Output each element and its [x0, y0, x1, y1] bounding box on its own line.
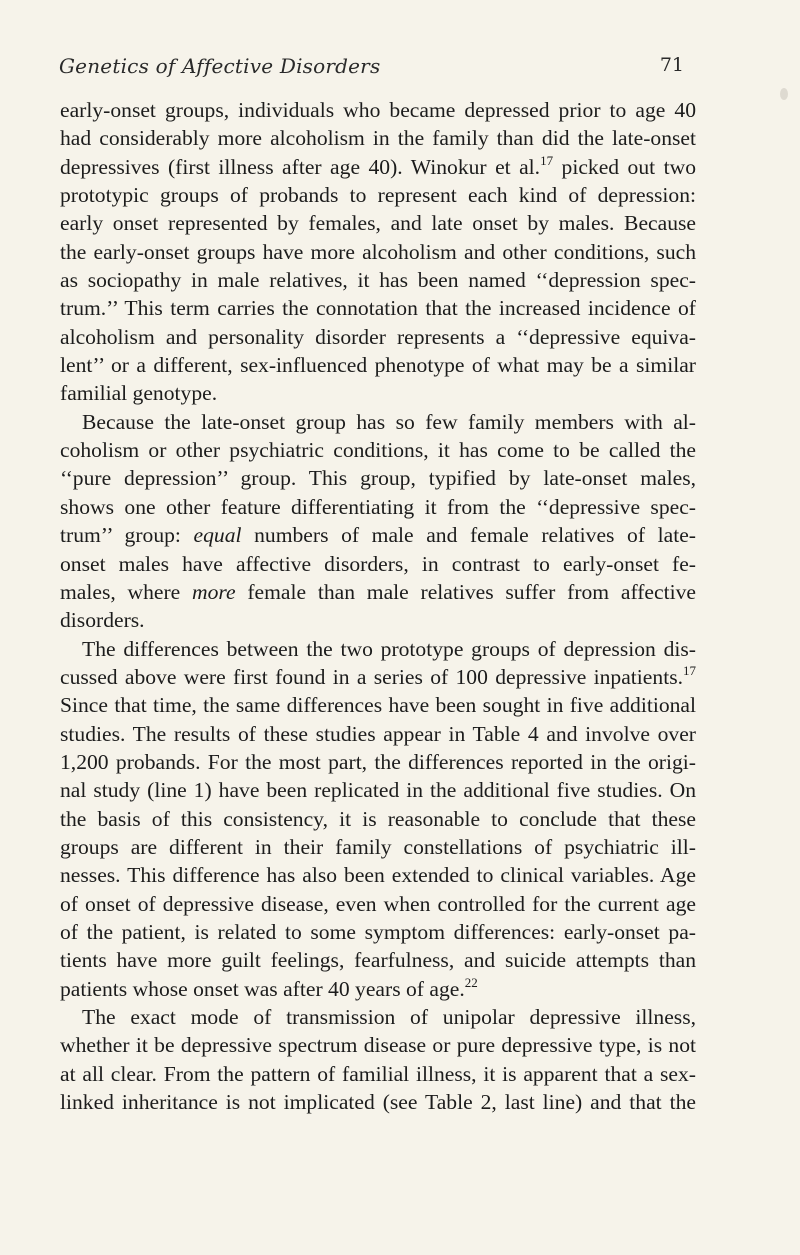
- text-line: tients have more guilt feelings, fearfulness, and suicide attempts than: [60, 948, 696, 973]
- paragraph-3: [60, 635, 696, 1003]
- text-line: lent’’ or a different, sex-influenced phenotype of what may be a similar: [60, 353, 696, 378]
- paragraph-2: [60, 408, 696, 635]
- text-line: Since that time, the same differences have been sought in five additional: [60, 693, 696, 718]
- text-run: numbers of male and female relatives of late-: [241, 523, 696, 548]
- emphasis: more: [192, 579, 236, 604]
- citation-ref: 17: [683, 662, 696, 678]
- text-line: as sociopathy in male relatives, it has been named ‘‘depression spec-: [60, 268, 696, 293]
- text-line: prototypic groups of probands to represent each kind of depression:: [60, 183, 696, 208]
- text-line: studies. The results of these studies appear in Table 4 and involve over: [60, 721, 696, 746]
- text-line: [60, 578, 696, 606]
- text-run: trum’’ group:: [60, 523, 194, 548]
- text-line: alcoholism and personality disorder represents a ‘‘depressive equiva-: [60, 324, 696, 349]
- citation-ref: 17: [540, 152, 554, 168]
- text-line: of onset of depressive disease, even when controlled for the current age: [60, 891, 696, 916]
- text-line: early-onset groups, individuals who became depressed prior to age 40: [60, 98, 696, 122]
- running-title: Genetics of Affective Disorders: [59, 54, 381, 78]
- text-run: female than male relatives suffer from affective: [235, 579, 696, 604]
- text-line: ‘‘pure depression’’ group. This group, typified by late-onset males,: [60, 466, 696, 491]
- text-run: cussed above were first found in a series of 100 depressive inpatients.: [60, 664, 683, 689]
- text-line: familial genotype.: [60, 381, 218, 406]
- emphasis: equal: [193, 523, 242, 548]
- text-line: of the patient, is related to some symptom differences: early-onset pa-: [60, 919, 696, 944]
- body-text: [60, 96, 696, 1116]
- text-line: The exact mode of transmission of unipolar depressive illness,: [82, 1005, 696, 1029]
- text-line: shows one other feature differentiating it from the ‘‘depressive spec-: [60, 494, 696, 519]
- text-line: [60, 663, 696, 691]
- text-line: whether it be depressive spectrum disease or pure depressive type, is not: [60, 1033, 696, 1058]
- page-number: 71: [659, 54, 684, 76]
- text-line: Because the late-onset group has so few family members with al-: [82, 409, 696, 434]
- text-run: males, where: [60, 579, 193, 604]
- page-blemish: [780, 88, 788, 100]
- paragraph-4: [60, 1003, 696, 1116]
- text-run: depressives (first illness after age 40). Winokur et al.: [60, 154, 541, 179]
- text-line: trum.’’ This term carries the connotation that the increased incidence of: [60, 296, 696, 321]
- text-run: picked out two: [553, 154, 696, 179]
- text-line: The differences between the two prototype groups of depression dis-: [82, 636, 696, 661]
- text-line: groups are different in their family constellations of psychiatric ill-: [60, 834, 696, 859]
- text-line: [60, 521, 696, 549]
- text-line: nesses. This difference has also been extended to clinical variables. Age: [60, 863, 696, 888]
- text-line: [60, 153, 696, 181]
- text-line: 1,200 probands. For the most part, the differences reported in the origi-: [60, 749, 696, 774]
- text-line: had considerably more alcoholism in the family than did the late-onset: [60, 126, 696, 151]
- text-line: at all clear. From the pattern of familial illness, it is apparent that a sex-: [60, 1061, 696, 1086]
- citation-ref: 22: [464, 974, 478, 990]
- text-line: disorders.: [60, 608, 145, 633]
- paragraph-1: [60, 96, 696, 408]
- text-line: nal study (line 1) have been replicated in the additional five studies. On: [60, 778, 696, 803]
- text-run: patients whose onset was after 40 years of age.: [60, 976, 465, 1001]
- text-line: the early-onset groups have more alcoholism and other conditions, such: [60, 239, 696, 264]
- text-line: [60, 975, 696, 1003]
- running-header: [59, 54, 684, 84]
- text-line: the basis of this consistency, it is reasonable to conclude that these: [60, 806, 696, 831]
- text-line: early onset represented by females, and late onset by males. Because: [60, 211, 696, 236]
- text-line: linked inheritance is not implicated (see Table 2, last line) and that the: [60, 1090, 696, 1115]
- text-line: onset males have affective disorders, in contrast to early-onset fe-: [60, 551, 696, 576]
- text-line: coholism or other psychiatric conditions, it has come to be called the: [60, 438, 696, 463]
